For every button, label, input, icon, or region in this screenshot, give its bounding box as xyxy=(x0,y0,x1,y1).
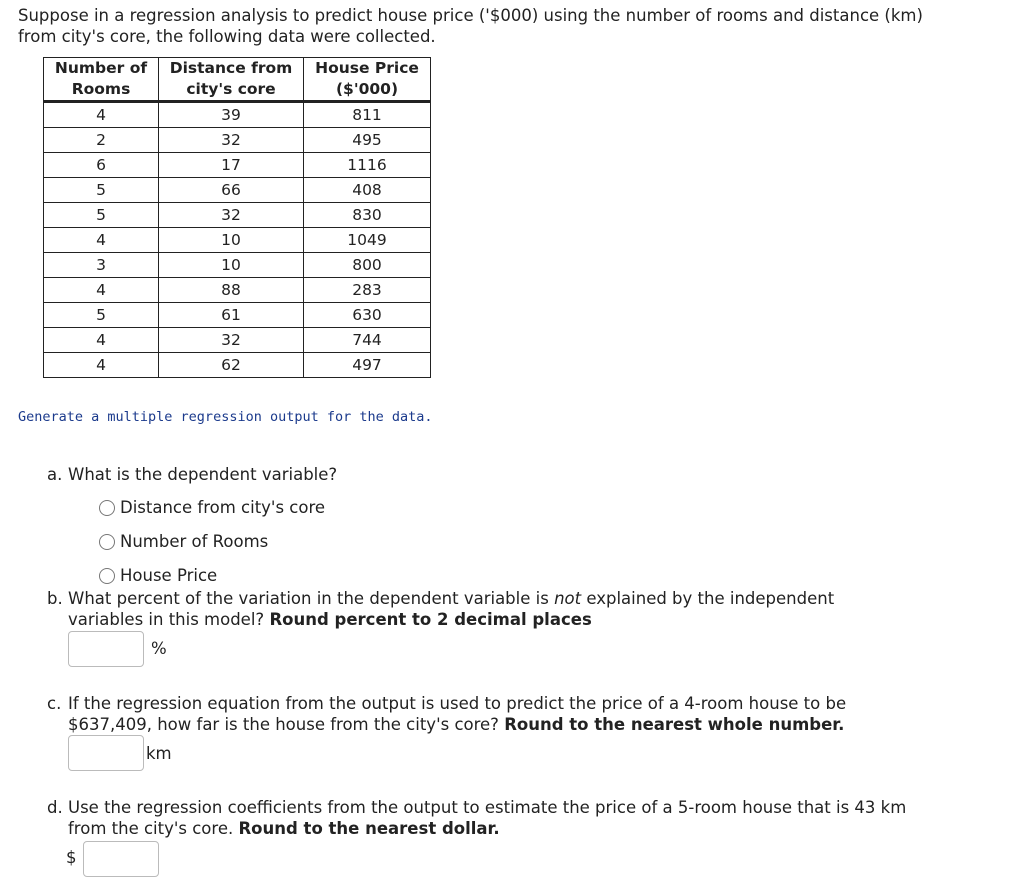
cell-price: 1116 xyxy=(304,153,431,178)
question-d-number: d. xyxy=(47,798,63,817)
table-row xyxy=(44,128,431,153)
option-house-price-label: House Price xyxy=(120,566,218,585)
cell-distance: 17 xyxy=(159,153,304,178)
instruction-text: Generate a multiple regression output for the data. xyxy=(18,409,433,425)
option-rooms[interactable] xyxy=(99,532,268,551)
km-unit: km xyxy=(146,744,172,763)
cell-price: 1049 xyxy=(304,228,431,253)
cell-distance: 10 xyxy=(159,253,304,278)
cell-rooms: 4 xyxy=(44,278,159,303)
question-b: b. What percent of the variation in the dependent variable is not explained by the independent variables in this model? Round percent to 2 decimal places xyxy=(47,589,835,629)
table-header-row xyxy=(44,58,431,102)
header-price: House Price ($'000) xyxy=(304,58,431,102)
cell-distance: 66 xyxy=(159,178,304,203)
radio-icon[interactable] xyxy=(99,500,115,516)
cell-price: 830 xyxy=(304,203,431,228)
cell-rooms: 4 xyxy=(44,102,159,128)
option-distance[interactable] xyxy=(99,498,325,517)
table-row xyxy=(44,328,431,353)
dollar-prefix: $ xyxy=(66,848,77,867)
cell-rooms: 5 xyxy=(44,303,159,328)
question-a-number: a. xyxy=(47,465,63,484)
cell-price: 800 xyxy=(304,253,431,278)
cell-distance: 32 xyxy=(159,328,304,353)
table-row xyxy=(44,253,431,278)
cell-price: 408 xyxy=(304,178,431,203)
intro-line-1: Suppose in a regression analysis to predict house price ('$000) using the number of rooms and distance (km) xyxy=(18,6,923,25)
cell-rooms: 3 xyxy=(44,253,159,278)
price-answer-input[interactable] xyxy=(83,841,159,877)
cell-price: 744 xyxy=(304,328,431,353)
problem-intro xyxy=(18,5,978,47)
radio-icon[interactable] xyxy=(99,568,115,584)
cell-distance: 62 xyxy=(159,353,304,378)
table-row xyxy=(44,153,431,178)
header-rooms: Number of Rooms xyxy=(44,58,159,102)
question-a-text: What is the dependent variable? xyxy=(68,465,338,484)
question-b-number: b. xyxy=(47,589,63,608)
cell-price: 495 xyxy=(304,128,431,153)
cell-price: 630 xyxy=(304,303,431,328)
option-distance-label: Distance from city's core xyxy=(120,498,326,517)
table-row xyxy=(44,102,431,128)
cell-distance: 32 xyxy=(159,203,304,228)
cell-distance: 88 xyxy=(159,278,304,303)
percent-answer-input[interactable] xyxy=(68,631,144,667)
cell-price: 811 xyxy=(304,102,431,128)
cell-rooms: 4 xyxy=(44,353,159,378)
table-row xyxy=(44,278,431,303)
option-house-price[interactable] xyxy=(99,566,217,585)
cell-price: 497 xyxy=(304,353,431,378)
cell-rooms: 4 xyxy=(44,228,159,253)
percent-unit: % xyxy=(151,639,167,658)
question-d: d. Use the regression coefficients from the output to estimate the price of a 5-room house that is 43 km from the city's core. Round to the nearest dollar. xyxy=(47,798,907,838)
cell-rooms: 5 xyxy=(44,203,159,228)
intro-line-2: from city's core, the following data were collected. xyxy=(18,27,436,46)
table-row xyxy=(44,178,431,203)
question-c: c. If the regression equation from the output is used to predict the price of a 4-room house to be $637,409, how far is the house from the city's core? Round to the nearest whole number. xyxy=(47,694,847,734)
table-row xyxy=(44,228,431,253)
cell-distance: 39 xyxy=(159,102,304,128)
cell-distance: 61 xyxy=(159,303,304,328)
radio-icon[interactable] xyxy=(99,534,115,550)
cell-distance: 32 xyxy=(159,128,304,153)
cell-price: 283 xyxy=(304,278,431,303)
cell-rooms: 4 xyxy=(44,328,159,353)
cell-rooms: 6 xyxy=(44,153,159,178)
distance-answer-input[interactable] xyxy=(68,735,144,771)
data-table xyxy=(43,57,431,378)
table-row xyxy=(44,353,431,378)
cell-rooms: 2 xyxy=(44,128,159,153)
question-c-number: c. xyxy=(47,694,62,713)
table-row xyxy=(44,303,431,328)
cell-distance: 10 xyxy=(159,228,304,253)
option-rooms-label: Number of Rooms xyxy=(120,532,269,551)
header-distance: Distance from city's core xyxy=(159,58,304,102)
question-a xyxy=(47,464,927,485)
cell-rooms: 5 xyxy=(44,178,159,203)
table-row xyxy=(44,203,431,228)
